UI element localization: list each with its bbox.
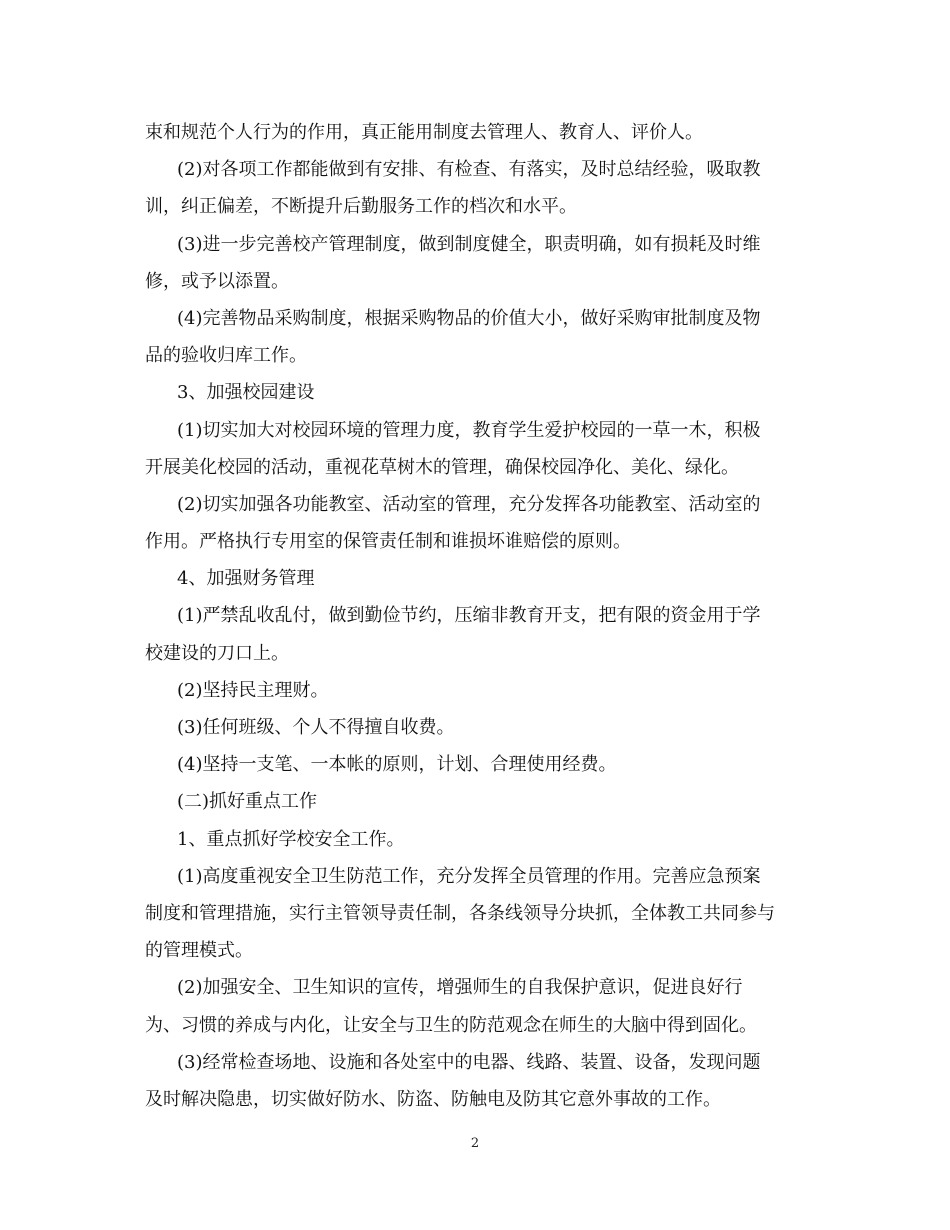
text-line: 的管理模式。 bbox=[145, 940, 253, 962]
text-line: 作用。严格执行专用室的保管责任制和谁损坏谁赔偿的原则。 bbox=[145, 531, 631, 553]
section-heading: 3、加强校园建设 bbox=[177, 382, 315, 404]
text-line: (4)坚持一支笔、一本帐的原则，计划、合理使用经费。 bbox=[177, 754, 617, 776]
text-line: (1)严禁乱收乱付，做到勤俭节约，压缩非教育开支，把有限的资金用于学 bbox=[177, 605, 761, 627]
text-line: (4)完善物品采购制度，根据采购物品的价值大小，做好采购审批制度及物 bbox=[177, 307, 761, 329]
text-line: 束和规范个人行为的作用，真正能用制度去管理人、教育人、评价人。 bbox=[145, 122, 703, 143]
text-line: 训，纠正偏差，不断提升后勤服务工作的档次和水平。 bbox=[145, 196, 577, 218]
text-line: (2)加强安全、卫生知识的宣传，增强师生的自我保护意识，促进良好行 bbox=[177, 977, 743, 999]
text-line: 制度和管理措施，实行主管领导责任制，各条线领导分块抓，全体教工共同参与 bbox=[145, 902, 775, 924]
text-line: (3)经常检查场地、设施和各处室中的电器、线路、装置、设备，发现问题 bbox=[177, 1051, 761, 1073]
section-heading: 4、加强财务管理 bbox=[177, 568, 315, 590]
text-line: 为、习惯的养成与内化，让安全与卫生的防范观念在师生的大脑中得到固化。 bbox=[145, 1014, 757, 1036]
text-line: (2)坚持民主理财。 bbox=[177, 679, 329, 701]
text-line: (3)进一步完善校产管理制度，做到制度健全，职责明确，如有损耗及时维 bbox=[177, 233, 761, 255]
text-line: (1)切实加大对校园环境的管理力度，教育学生爱护校园的一草一木，积极 bbox=[177, 419, 761, 441]
section-heading: 1、重点抓好学校安全工作。 bbox=[177, 828, 405, 850]
text-line: (3)任何班级、个人不得擅自收费。 bbox=[177, 717, 455, 738]
text-line: (1)高度重视安全卫生防范工作，充分发挥全员管理的作用。完善应急预案 bbox=[177, 865, 761, 887]
section-heading: (二)抓好重点工作 bbox=[177, 791, 318, 813]
document-body bbox=[145, 114, 807, 1118]
text-line: 开展美化校园的活动，重视花草树木的管理，确保校园净化、美化、绿化。 bbox=[145, 456, 739, 478]
text-line: 及时解决隐患，切实做好防水、防盗、防触电及防其它意外事故的工作。 bbox=[145, 1088, 721, 1110]
page-number: 2 bbox=[470, 1136, 480, 1151]
text-line: (2)切实加强各功能教室、活动室的管理，充分发挥各功能教室、活动室的 bbox=[177, 493, 761, 515]
text-line: 品的验收归库工作。 bbox=[145, 345, 307, 367]
text-line: 校建设的刀口上。 bbox=[145, 642, 289, 664]
text-line: 修，或予以添置。 bbox=[145, 270, 289, 292]
text-line: (2)对各项工作都能做到有安排、有检查、有落实，及时总结经验，吸取教 bbox=[177, 159, 761, 181]
